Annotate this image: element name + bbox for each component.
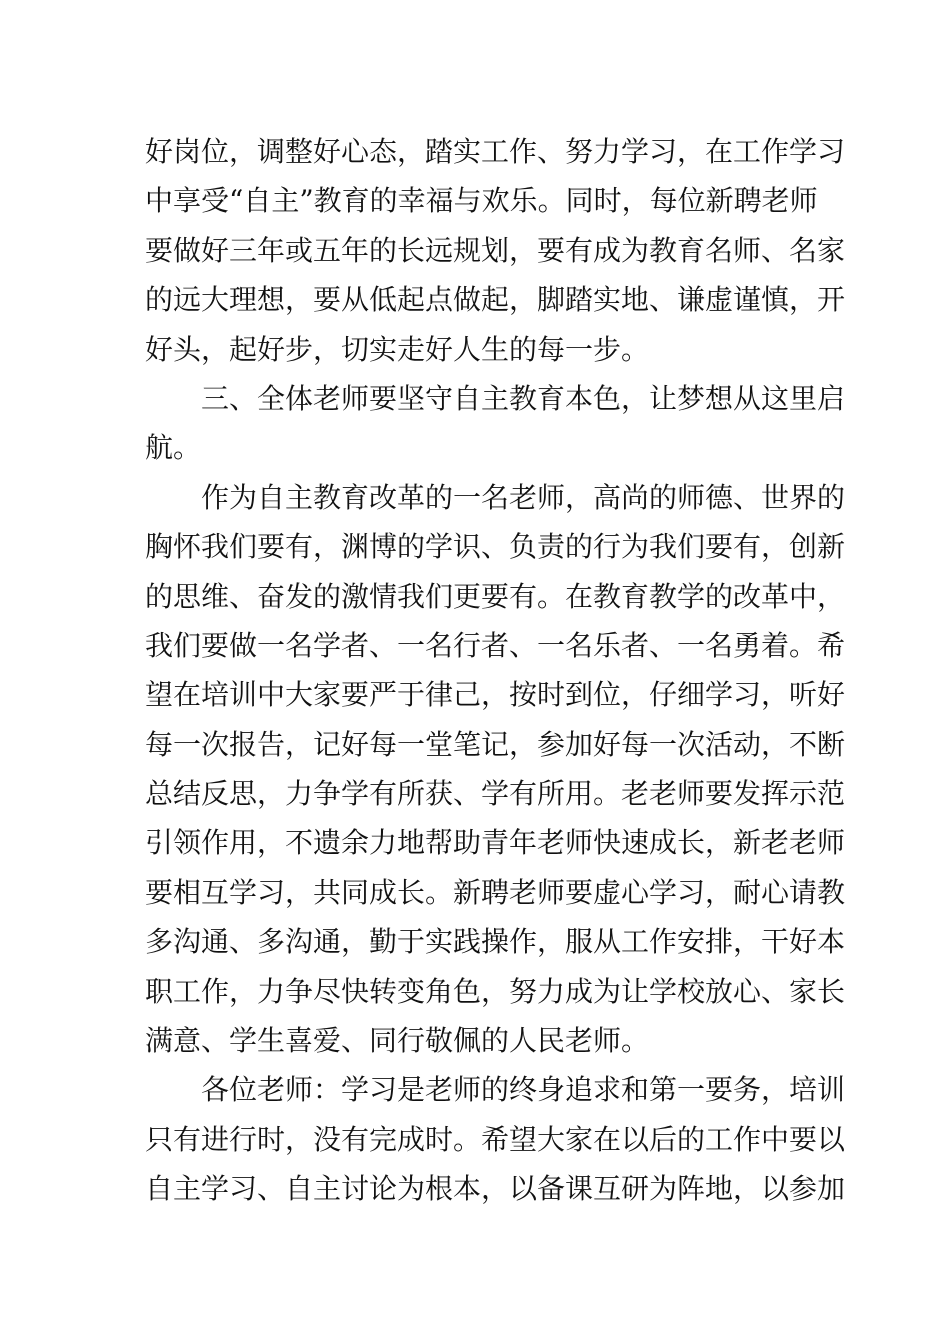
text-line: 自主学习、自主讨论为根本，以备课互研为阵地，以参加 bbox=[145, 1172, 846, 1206]
text-line: 总结反思，力争学有所获、学有所用。老老师要发挥示范 bbox=[145, 777, 846, 811]
text-line: 职工作，力争尽快转变角色，努力成为让学校放心、家长 bbox=[145, 974, 846, 1008]
text-line: 每一次报告，记好每一堂笔记，参加好每一次活动，不断 bbox=[145, 727, 846, 761]
text-line: 各位老师：学习是老师的终身追求和第一要务，培训 bbox=[201, 1073, 846, 1107]
text-line: 好岗位，调整好心态，踏实工作、努力学习，在工作学习 bbox=[145, 135, 846, 168]
text-line: 好头，起好步，切实走好人生的每一步。 bbox=[145, 332, 650, 366]
text-line: 我们要做一名学者、一名行者、一名乐者、一名勇着。希 bbox=[145, 628, 846, 662]
text-line: 作为自主教育改革的一名老师，高尚的师德、世界的 bbox=[201, 480, 846, 514]
text-line: 满意、学生喜爱、同行敬佩的人民老师。 bbox=[145, 1024, 650, 1058]
section-heading-line: 航。 bbox=[145, 431, 202, 465]
text-line: 要做好三年或五年的长远规划，要有成为教育名师、名家 bbox=[145, 233, 846, 267]
text-line: 的思维、奋发的激情我们更要有。在教育教学的改革中， bbox=[145, 579, 846, 613]
document-body bbox=[145, 127, 846, 1214]
text-line: 望在培训中大家要严于律己，按时到位，仔细学习，听好 bbox=[145, 678, 846, 712]
text-line: 多沟通、多沟通，勤于实践操作，服从工作安排，干好本 bbox=[145, 925, 846, 959]
text-line: 引领作用，不遗余力地帮助青年老师快速成长，新老老师 bbox=[145, 826, 846, 860]
text-line: 的远大理想，要从低起点做起，脚踏实地、谦虚谨慎，开 bbox=[145, 283, 846, 317]
section-heading-line: 三、全体老师要坚守自主教育本色，让梦想从这里启 bbox=[201, 381, 846, 415]
text-line: 只有进行时，没有完成时。希望大家在以后的工作中要以 bbox=[145, 1122, 846, 1156]
text-line: 胸怀我们要有，渊博的学识、负责的行为我们要有，创新 bbox=[145, 530, 846, 564]
text-line: 中享受“自主”教育的幸福与欢乐。同时，每位新聘老师 bbox=[145, 184, 818, 218]
text-line: 要相互学习，共同成长。新聘老师要虚心学习，耐心请教 bbox=[145, 875, 846, 909]
